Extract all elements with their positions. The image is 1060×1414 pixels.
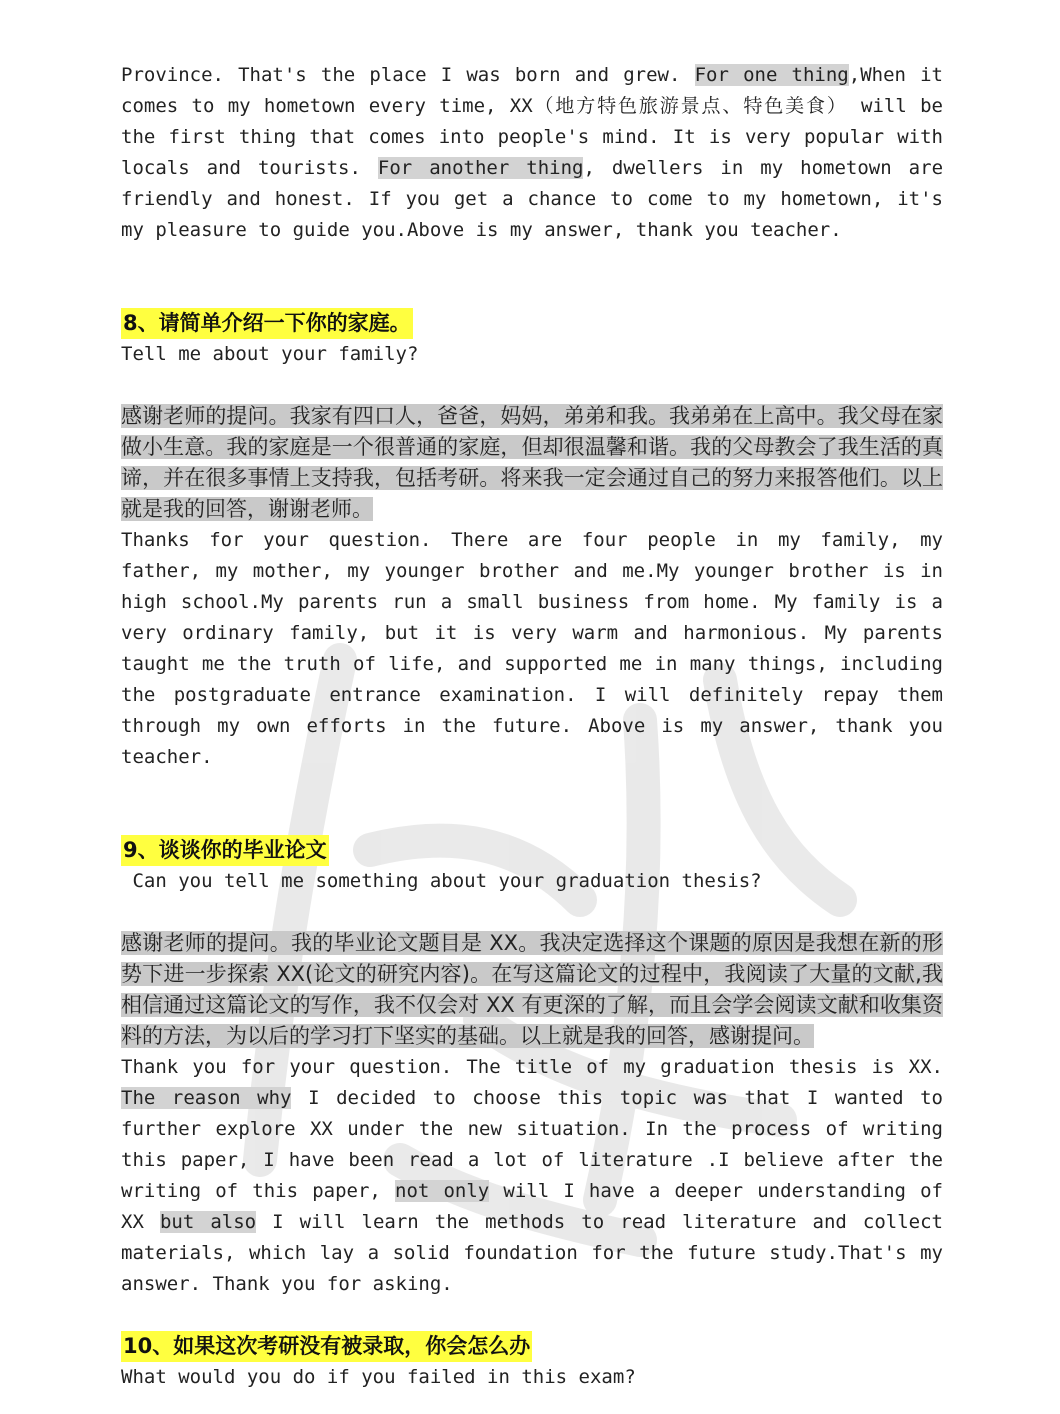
intro-paragraph (121, 60, 943, 246)
question-10-block (121, 1331, 943, 1393)
answer-9-highlight-phrase: but also (159, 1211, 257, 1233)
intro-highlight-phrase: For another thing (377, 157, 584, 179)
question-10-heading: 10、如果这次考研没有被录取，你会怎么办 (121, 1331, 532, 1362)
intro-text-segment: ,When it comes to my hometown every time, XX（地方特色旅游景点、特色美食） will be the first thing that comes into people's mind. It is very popular with locals and tourists. (121, 64, 943, 179)
answer-9-text-segment: I decided to choose this topic was that I wanted to further explore XX under the new situation. In the process of writing this paper, I have been read a lot of literature .I believe after the writing of this paper, (121, 1087, 944, 1202)
intro-text-segment: Province. That's the place I was born and grew. (121, 64, 695, 86)
answer-8-text-segment: Thanks for your question. There are four people in my family, my father, my mother, my younger brother and me.My younger brother is in high school.My parents run a small business from home. My family is a very ordinary family, but it is very warm and harmonious. My parents taught me the truth of life, and supported me in many things, including the postgraduate entrance examination. I will definitely repay them through my own efforts in the future. Above is my answer, thank you teacher. (121, 529, 943, 768)
answer-9-zh: 感谢老师的提问。我的毕业论文题目是 XX。我决定选择这个课题的原因是我想在新的形势下进一步探索 XX(论文的研究内容)。在写这篇论文的过程中，我阅读了大量的文献,我相信通过这篇论文的写作，我不仅会对 XX 有更深的了解，而且会学会阅读文献和收集资料的方法，为以后的学习打下坚实的基础。以上就是我的回答，感谢提问。 (121, 931, 943, 1048)
intro-text-segment: , dwellers in my hometown are friendly and honest. If you get a chance to come to my hometown, it's my pleasure to guide you.Above is my answer, thank you teacher. (121, 157, 944, 241)
question-8-en: Tell me about your family? (121, 343, 419, 365)
answer-8-en (121, 525, 943, 773)
question-8-heading: 8、请简单介绍一下你的家庭。 (121, 308, 413, 339)
answer-9-highlight-phrase: not only (395, 1180, 490, 1202)
answer-9-text-segment: will I have a deeper understanding of XX (121, 1180, 943, 1233)
question-10-en: What would you do if you failed in this exam? (121, 1366, 636, 1388)
answer-8-zh: 感谢老师的提问。我家有四口人，爸爸，妈妈，弟弟和我。我弟弟在上高中。我父母在家做小生意。我的家庭是一个很普通的家庭，但却很温馨和谐。我的父母教会了我生活的真谛，并在很多事情上支持我，包括考研。将来我一定会通过自己的努力来报答他们。以上就是我的回答，谢谢老师。 (121, 404, 943, 521)
question-9-block (121, 835, 943, 1300)
answer-9-text-segment: I will learn the methods to read literature and collect materials, which lay a solid foundation for the future study.That's my answer. Thank you for asking. (121, 1211, 943, 1295)
intro-highlight-phrase: For one thing (694, 64, 849, 86)
question-8-block (121, 308, 943, 773)
answer-9-text-segment: Thank you for your question. The title of my graduation thesis is XX. (121, 1056, 943, 1078)
question-9-heading: 9、谈谈你的毕业论文 (121, 835, 329, 866)
question-9-en: Can you tell me something about your graduation thesis? (121, 870, 762, 892)
answer-9-en (121, 1052, 943, 1300)
answer-9-highlight-phrase: The reason why (121, 1087, 292, 1109)
document-page (121, 60, 943, 1393)
